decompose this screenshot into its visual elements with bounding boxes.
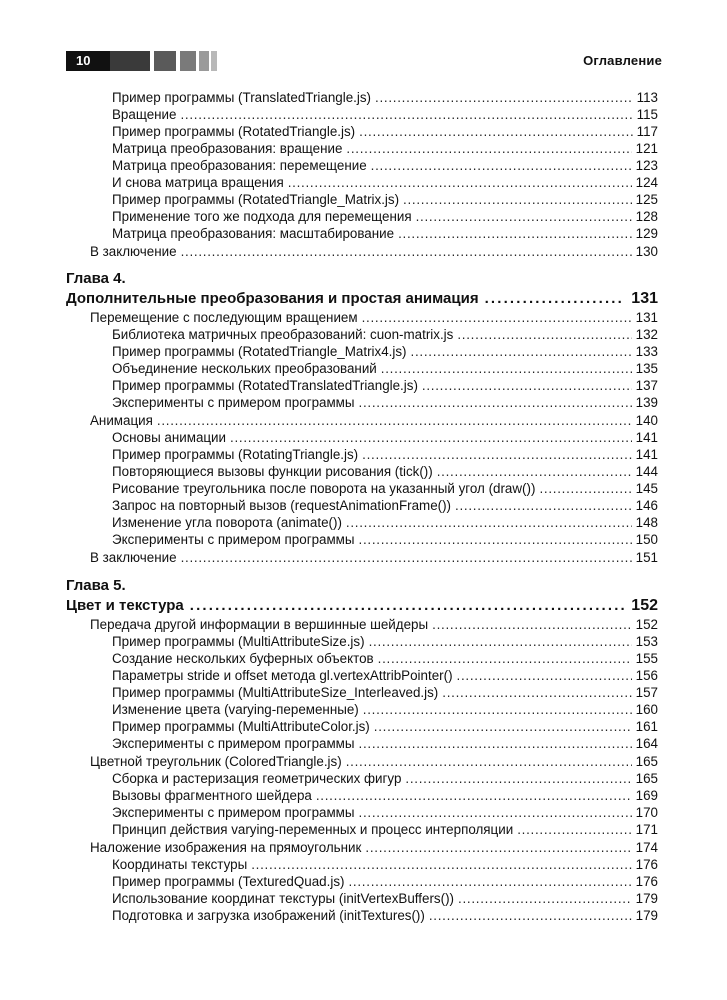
chapter-heading[interactable]: Дополнительные преобразования и простая анимация . . . 131 (66, 290, 658, 308)
toc-entry[interactable]: Матрица преобразования: вращение . . . 121 (112, 141, 658, 156)
toc-entry[interactable]: Пример программы (MultiAttributeSize_Interleaved.js) . . . 157 (112, 685, 658, 700)
toc-entry[interactable]: Пример программы (RotatedTriangle.js) . . . 117 (112, 124, 658, 139)
toc-entry[interactable]: Эксперименты с примером программы . . . 164 (112, 736, 658, 751)
toc-entry[interactable]: Изменение цвета (varying-переменные) . . . 160 (112, 702, 658, 717)
toc-entry[interactable]: Объединение нескольких преобразований . . . 135 (112, 361, 658, 376)
toc-entry[interactable]: Использование координат текстуры (initVertexBuffers()) . . . 179 (112, 891, 658, 906)
toc-entry[interactable]: Пример программы (TexturedQuad.js) . . . 176 (112, 874, 658, 889)
toc-entry[interactable]: Пример программы (RotatedTriangle_Matrix4.js) . . . 133 (112, 344, 658, 359)
toc-entry[interactable]: Матрица преобразования: масштабирование . . . 129 (112, 226, 658, 241)
toc-entry[interactable]: Пример программы (TranslatedTriangle.js) . . . 113 (112, 90, 658, 105)
toc-entry[interactable]: Координаты текстуры . . . 176 (112, 857, 658, 872)
toc-entry[interactable]: Пример программы (RotatedTriangle_Matrix.js) . . . 125 (112, 192, 658, 207)
toc-entry[interactable]: Передача другой информации в вершинные шейдеры . . . 152 (90, 617, 658, 632)
toc-entry[interactable]: Пример программы (MultiAttributeColor.js) . . . 161 (112, 719, 658, 734)
header-bar-segment (211, 51, 217, 71)
header-bar-segment (110, 51, 150, 71)
chapter-label: Глава 5. (66, 577, 126, 594)
section-title: Оглавление (583, 53, 662, 68)
toc-entry[interactable]: Изменение угла поворота (animate()) . . . 148 (112, 515, 658, 530)
page-header (66, 51, 662, 71)
toc-entry[interactable]: Библиотека матричных преобразований: cuon-matrix.js . . . 132 (112, 327, 658, 342)
toc-entry[interactable]: Сборка и растеризация геометрических фигур . . . 165 (112, 771, 658, 786)
toc-entry[interactable]: Создание нескольких буферных объектов . . . 155 (112, 651, 658, 666)
toc-entry[interactable]: Анимация . . . 140 (90, 413, 658, 428)
toc-entry[interactable]: Пример программы (RotatedTranslatedTriangle.js) . . . 137 (112, 378, 658, 393)
header-bar-segment (154, 51, 176, 71)
toc-entry[interactable]: Параметры stride и offset метода gl.vertexAttribPointer() . . . 156 (112, 668, 658, 683)
toc-entry[interactable]: Перемещение с последующим вращением . . . 131 (90, 310, 658, 325)
toc-entry[interactable]: Вращение . . . 115 (112, 107, 658, 122)
toc-entry[interactable]: В заключение . . . 151 (90, 550, 658, 565)
page-number: 10 (66, 51, 110, 71)
toc-entry[interactable]: Пример программы (MultiAttributeSize.js) . . . 153 (112, 634, 658, 649)
toc-entry[interactable]: Наложение изображения на прямоугольник . . . 174 (90, 840, 658, 855)
toc-entry[interactable]: Цветной треугольник (ColoredTriangle.js) . . . 165 (90, 754, 658, 769)
chapter-heading[interactable]: Цвет и текстура . . . 152 (66, 597, 658, 615)
toc-entry[interactable]: Основы анимации . . . 141 (112, 430, 658, 445)
toc-entry[interactable]: Принцип действия varying-переменных и процесс интерполяции . . . 171 (112, 822, 658, 837)
toc-entry[interactable]: Эксперименты с примером программы . . . 139 (112, 395, 658, 410)
chapter-label: Глава 4. (66, 270, 126, 287)
header-bar-segment (199, 51, 209, 71)
toc-entry[interactable]: Пример программы (RotatingTriangle.js) . . . 141 (112, 447, 658, 462)
toc-entry[interactable]: Запрос на повторный вызов (requestAnimationFrame()) . . . 146 (112, 498, 658, 513)
toc-entry[interactable]: Повторяющиеся вызовы функции рисования (tick()) . . . 144 (112, 464, 658, 479)
toc-entry[interactable]: Эксперименты с примером программы . . . 170 (112, 805, 658, 820)
header-bar-segment (180, 51, 196, 71)
toc-entry[interactable]: Применение того же подхода для перемещения . . . 128 (112, 209, 658, 224)
toc-entry[interactable]: Матрица преобразования: перемещение . . . 123 (112, 158, 658, 173)
toc-entry[interactable]: Эксперименты с примером программы . . . 150 (112, 532, 658, 547)
toc-entry[interactable]: Рисование треугольника после поворота на указанный угол (draw()) . . . 145 (112, 481, 658, 496)
toc-entry[interactable]: И снова матрица вращения . . . 124 (112, 175, 658, 190)
toc-entry[interactable]: В заключение . . . 130 (90, 244, 658, 259)
toc-entry[interactable]: Подготовка и загрузка изображений (initTextures()) . . . 179 (112, 908, 658, 923)
toc-entry[interactable]: Вызовы фрагментного шейдера . . . 169 (112, 788, 658, 803)
